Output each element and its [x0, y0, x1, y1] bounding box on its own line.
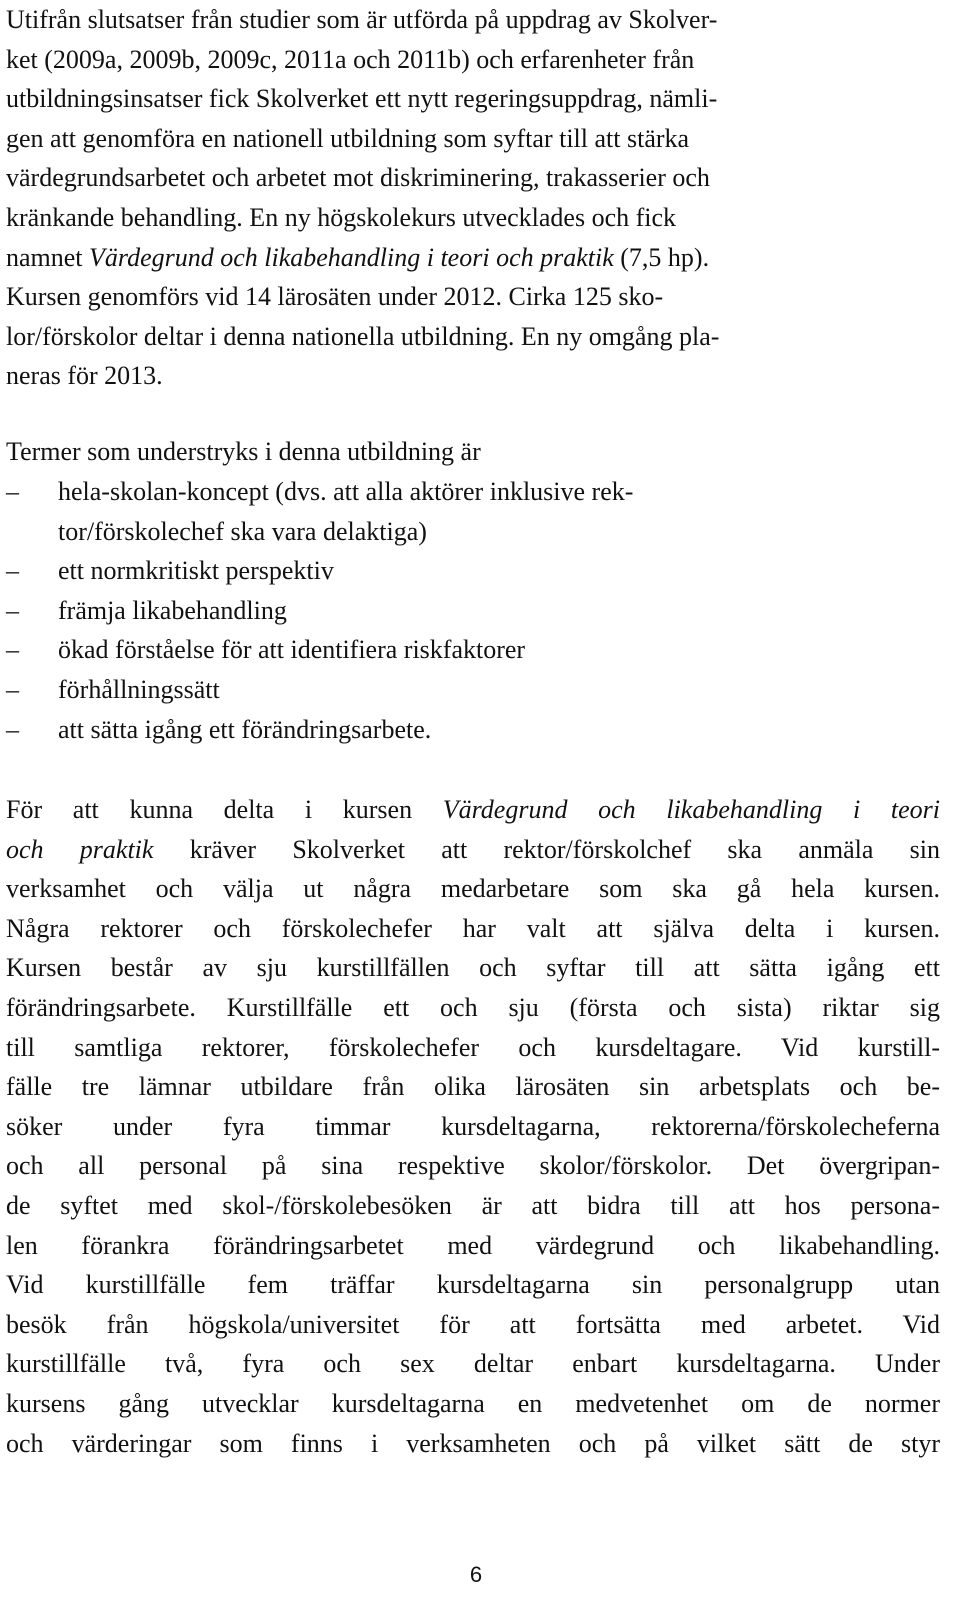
terms-intro: Termer som understryks i denna utbildning är: [6, 437, 481, 466]
text-line: förändringsarbete. Kurstillfälle ett och sju (första och sista) riktar sig: [6, 992, 940, 1022]
list-item-text: främja likabehandling: [58, 595, 287, 625]
list-item: [6, 472, 946, 551]
dash-bullet: –: [6, 477, 19, 506]
text-line: lor/förskolor deltar i denna nationella utbildning. En ny omgång pla-: [6, 321, 720, 351]
text-line: ket (2009a, 2009b, 2009c, 2011a och 2011b) och erfarenheter från: [6, 44, 695, 74]
list-item-text: ett normkritiskt perspektiv: [58, 556, 334, 586]
text-line: värdegrundsarbetet och arbetet mot diskriminering, trakasserier och: [6, 163, 710, 193]
text-line: Kursen genomförs vid 14 lärosäten under 2012. Cirka 125 sko-: [6, 282, 664, 312]
dash-bullet: –: [6, 674, 19, 704]
course-title-italic: Värdegrund och likabehandling i teori och praktik: [89, 242, 614, 272]
dash-bullet: –: [6, 556, 19, 586]
text-line: Vid kurstillfälle fem träffar kursdeltagarna sin personalgrupp utan: [6, 1270, 940, 1300]
text-line-with-course-title: [6, 830, 940, 870]
page-number: 6: [469, 1562, 483, 1587]
list-item-text: att sätta igång ett förändringsarbete.: [58, 714, 432, 744]
dash-bullet: –: [6, 714, 19, 744]
text-line: och all personal på sina respektive skolor/förskolor. Det övergripan-: [6, 1151, 940, 1181]
text-line-with-course-title: [6, 238, 946, 278]
list-item: [6, 591, 946, 631]
text-fragment: För att kunna delta i kursen: [6, 795, 443, 824]
terms-list: [6, 472, 946, 749]
text-line: till samtliga rektorer, förskolechefer och kursdeltagare. Vid kurstill-: [6, 1032, 940, 1062]
text-line: och värderingar som finns i verksamheten och på vilket sätt de styr: [6, 1428, 940, 1458]
course-title-italic: och praktik: [6, 834, 154, 864]
text-fragment: kräver Skolverket att rektor/förskolchef ska anmäla sin: [153, 834, 940, 864]
text-line: neras för 2013.: [6, 361, 163, 391]
text-line-with-course-title: [6, 790, 940, 830]
list-item-text: hela-skolan-koncept (dvs. att alla aktörer inklusive rek-: [58, 477, 634, 506]
list-item: [6, 551, 946, 591]
text-line: kränkande behandling. En ny högskolekurs utvecklades och fick: [6, 202, 677, 232]
text-line: kursens gång utvecklar kursdeltagarna en medvetenhet om de normer: [6, 1388, 940, 1418]
dash-bullet: –: [6, 595, 19, 625]
text-line: de syftet med skol-/förskolebesöken är att bidra till att hos persona-: [6, 1190, 940, 1220]
text-line: söker under fyra timmar kursdeltagarna, rektorerna/förskolecheferna: [6, 1111, 940, 1141]
text-line: Några rektorer och förskolechefer har valt att själva delta i kursen.: [6, 913, 940, 943]
course-paragraph: [6, 790, 940, 1463]
text-line: Utifrån slutsatser från studier som är utförda på uppdrag av Skolver-: [6, 5, 718, 34]
list-item: [6, 670, 946, 710]
text-line: gen att genomföra en nationell utbildning som syftar till att stärka: [6, 123, 690, 153]
text-line: kurstillfälle två, fyra och sex deltar enbart kursdeltagarna. Under: [6, 1349, 940, 1379]
list-item-text: ökad förståelse för att identifiera riskfaktorer: [58, 635, 526, 665]
text-line: len förankra förändringsarbetet med värdegrund och likabehandling.: [6, 1230, 940, 1260]
text-line: besök från högskola/universitet för att fortsätta med arbetet. Vid: [6, 1309, 940, 1339]
text-line: fälle tre lämnar utbildare från olika lärosäten sin arbetsplats och be-: [6, 1072, 940, 1102]
text-line: Kursen består av sju kurstillfällen och syftar till att sätta igång ett: [6, 953, 940, 983]
course-title-italic: Värdegrund och likabehandling i teori: [442, 795, 940, 824]
text-line: utbildningsinsatser fick Skolverket ett nytt regeringsuppdrag, nämli-: [6, 84, 718, 114]
list-item: [6, 710, 946, 750]
dash-bullet: –: [6, 635, 19, 665]
intro-paragraph: [6, 0, 946, 396]
text-fragment: namnet: [6, 242, 90, 272]
text-line: verksamhet och välja ut några medarbetare som ska gå hela kursen.: [6, 874, 940, 904]
list-item-text-continuation: tor/förskolechef ska vara delaktiga): [58, 516, 427, 546]
list-item-text: förhållningssätt: [58, 674, 220, 704]
list-item: [6, 630, 946, 670]
text-fragment: (7,5 hp).: [613, 242, 710, 272]
